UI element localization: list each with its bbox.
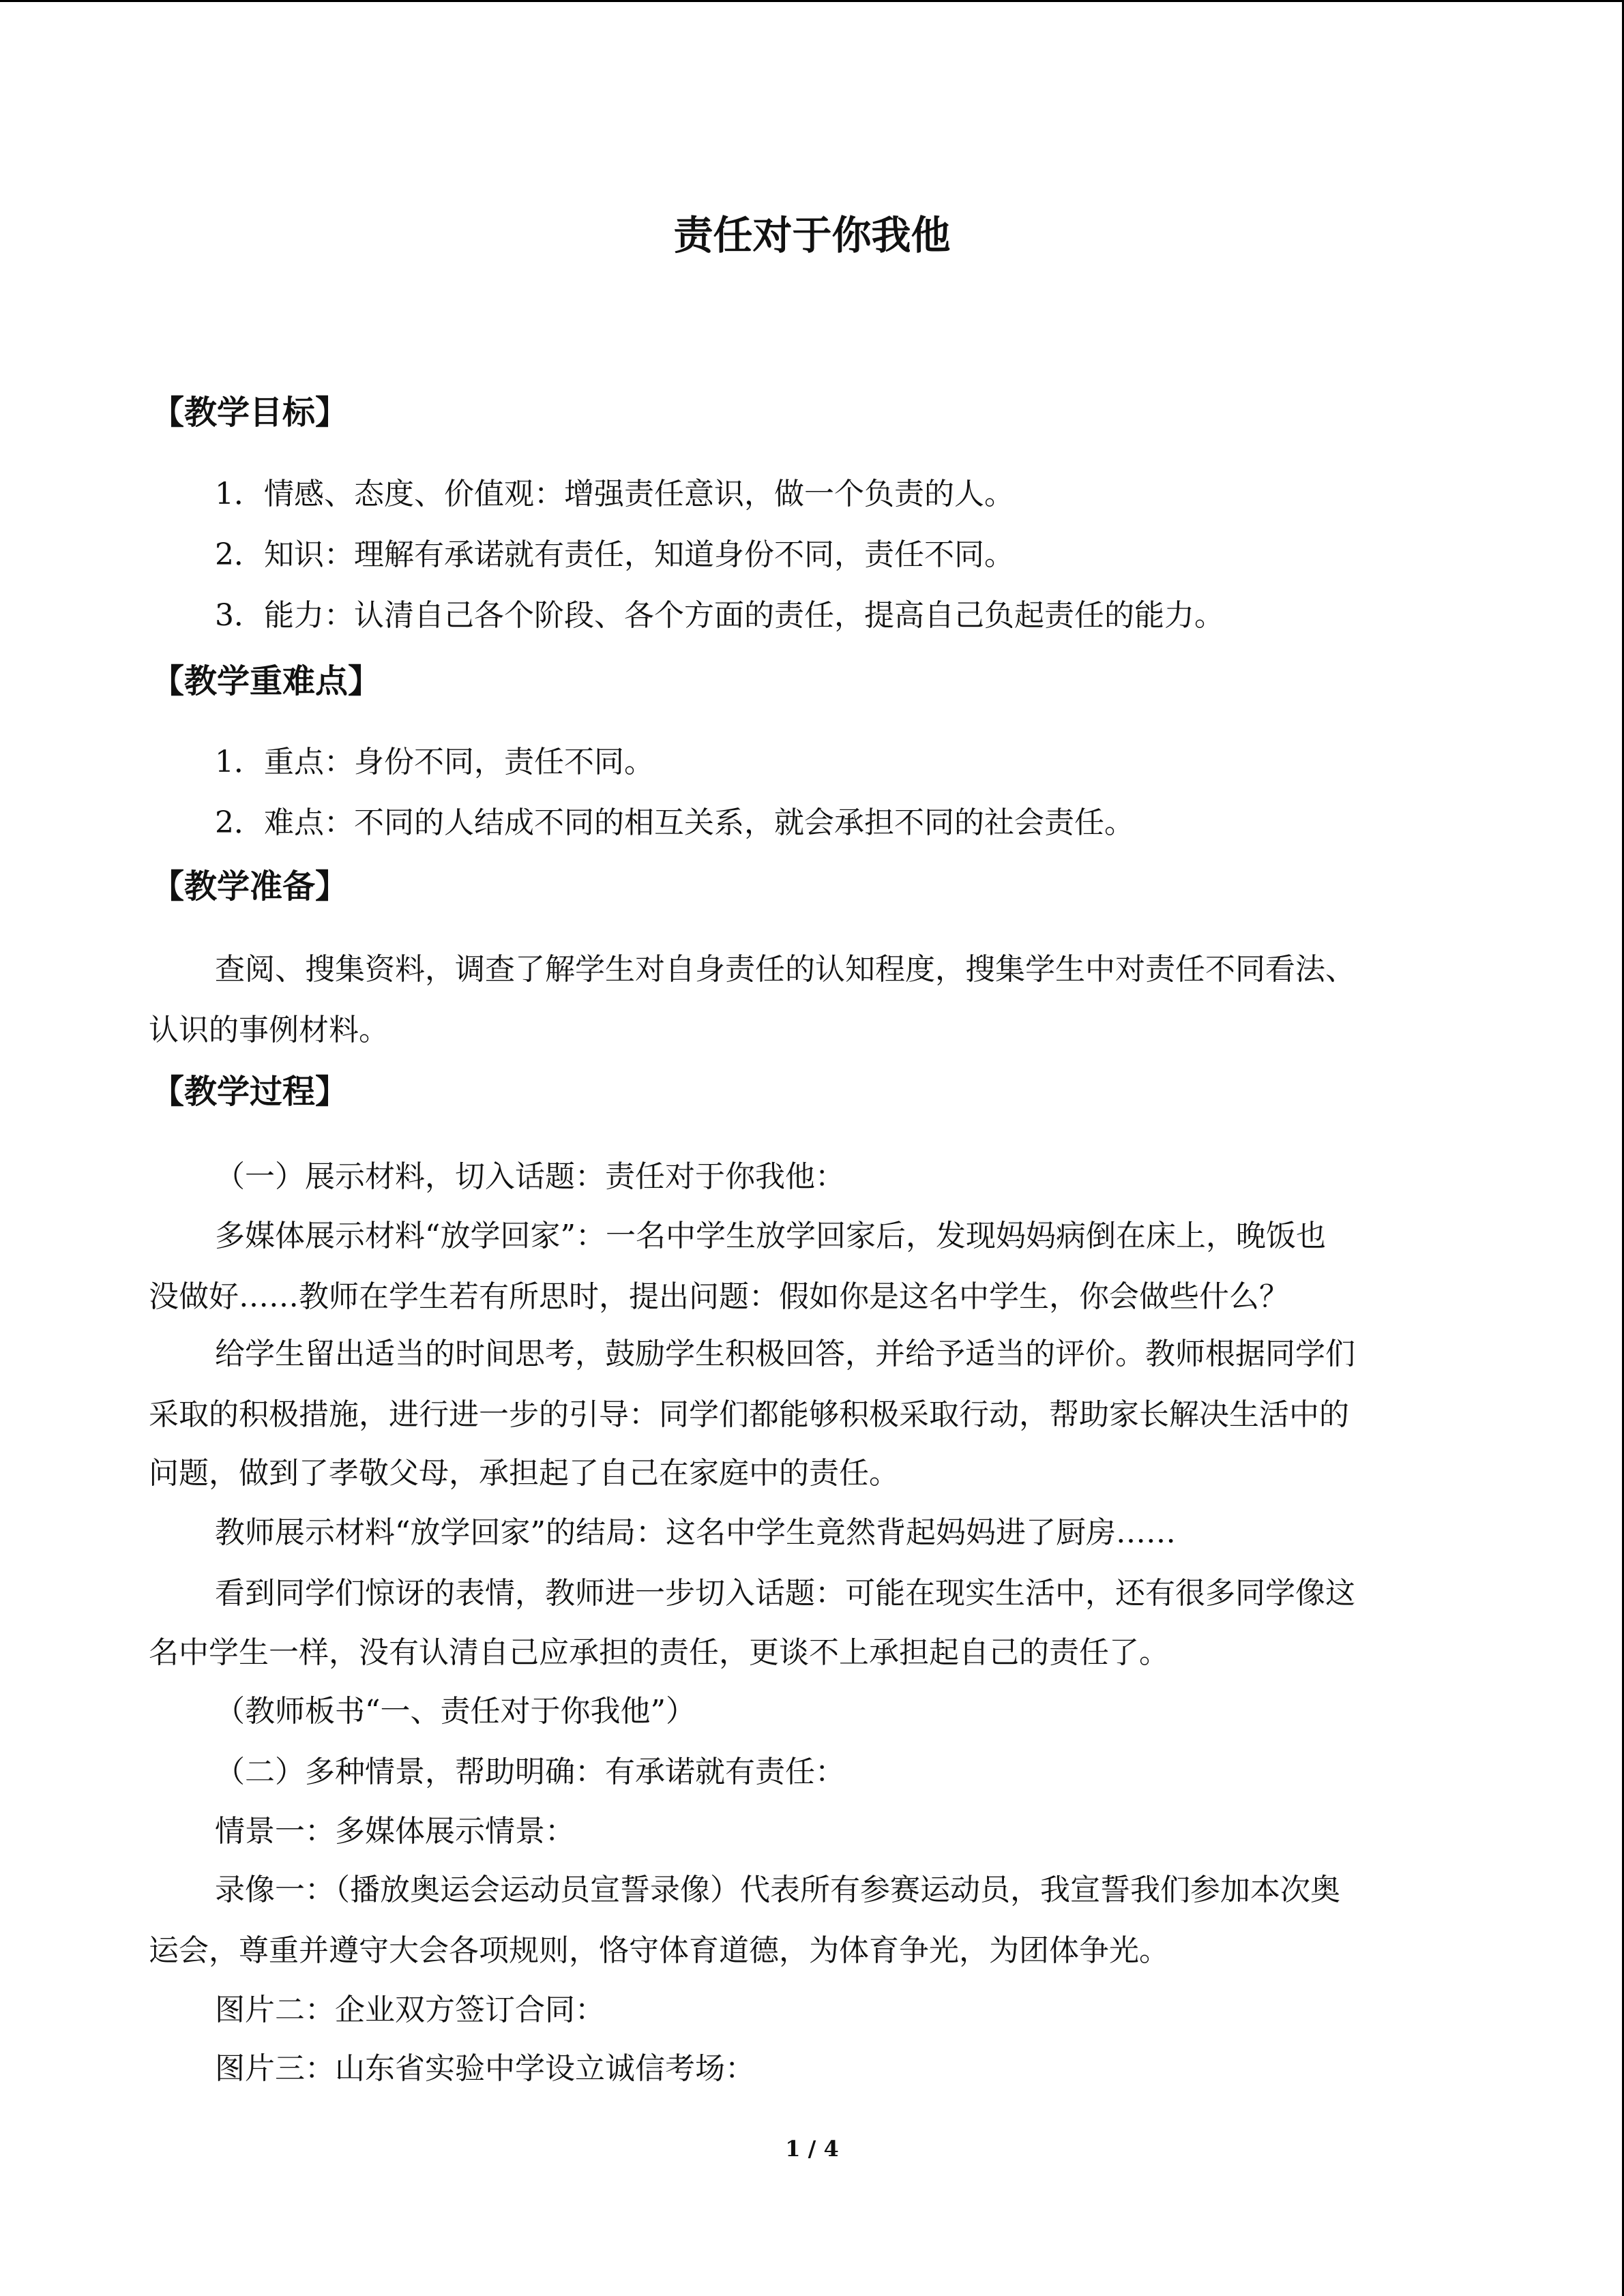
process-line: 问题，做到了孝敬父母，承担起了自己在家庭中的责任。 <box>149 1456 899 1491</box>
process-line: 看到同学们惊讶的表情，教师进一步切入话题：可能在现实生活中，还有很多同学像这 <box>215 1576 1355 1611</box>
process-line: 录像一：（播放奥运会运动员宣誓录像）代表所有参赛运动员，我宣誓我们参加本次奥 <box>215 1873 1340 1907</box>
process-line: （教师板书“一、责任对于你我他”） <box>215 1694 696 1729</box>
process-line: 给学生留出适当的时间思考，鼓励学生积极回答，并给予适当的评价。教师根据同学们 <box>215 1337 1355 1371</box>
key-point-item: 2．难点：不同的人结成不同的相互关系，就会承担不同的社会责任。 <box>215 805 1134 840</box>
objective-item: 3．能力：认清自己各个阶段、各个方面的责任，提高自己负起责任的能力。 <box>215 598 1224 633</box>
section-heading-preparation: 【教学准备】 <box>151 867 349 906</box>
objective-item: 2．知识：理解有承诺就有责任，知道身份不同，责任不同。 <box>215 537 1014 572</box>
process-line: 多媒体展示材料“放学回家”：一名中学生放学回家后，发现妈妈病倒在床上，晚饭也 <box>215 1219 1326 1253</box>
section-heading-objectives: 【教学目标】 <box>151 393 349 432</box>
process-line: 名中学生一样，没有认清自己应承担的责任，更谈不上承担起自己的责任了。 <box>149 1635 1169 1670</box>
process-line: 情景一：多媒体展示情景： <box>215 1814 575 1849</box>
page-border-top <box>0 0 1624 2</box>
process-line: 采取的积极措施，进行进一步的引导：同学们都能够积极采取行动，帮助家长解决生活中的 <box>149 1397 1349 1432</box>
preparation-line: 认识的事例材料。 <box>149 1013 389 1047</box>
document-title: 责任对于你我他 <box>673 212 951 258</box>
process-line: （二）多种情景，帮助明确：有承诺就有责任： <box>215 1755 845 1789</box>
process-line: 运会，尊重并遵守大会各项规则，恪守体育道德，为体育争光，为团体争光。 <box>149 1933 1169 1968</box>
process-line: 没做好……教师在学生若有所思时，提出问题：假如你是这名中学生，你会做些什么？ <box>149 1279 1289 1314</box>
key-point-item: 1．重点：身份不同，责任不同。 <box>215 745 654 779</box>
process-line: （一）展示材料，切入话题：责任对于你我他： <box>215 1159 845 1194</box>
process-line: 图片三：山东省实验中学设立诚信考场： <box>215 2051 755 2086</box>
preparation-line: 查阅、搜集资料，调查了解学生对自身责任的认知程度，搜集学生中对责任不同看法、 <box>215 952 1355 987</box>
process-line: 图片二：企业双方签订合同： <box>215 1993 605 2027</box>
process-line: 教师展示材料“放学回家”的结局：这名中学生竟然背起妈妈进了厨房…… <box>215 1515 1176 1550</box>
objective-item: 1．情感、态度、价值观：增强责任意识，做一个负责的人。 <box>215 477 1014 511</box>
section-heading-key-points: 【教学重难点】 <box>151 662 381 700</box>
section-heading-process: 【教学过程】 <box>151 1073 349 1111</box>
page-indicator: 1 / 4 <box>785 2136 839 2162</box>
